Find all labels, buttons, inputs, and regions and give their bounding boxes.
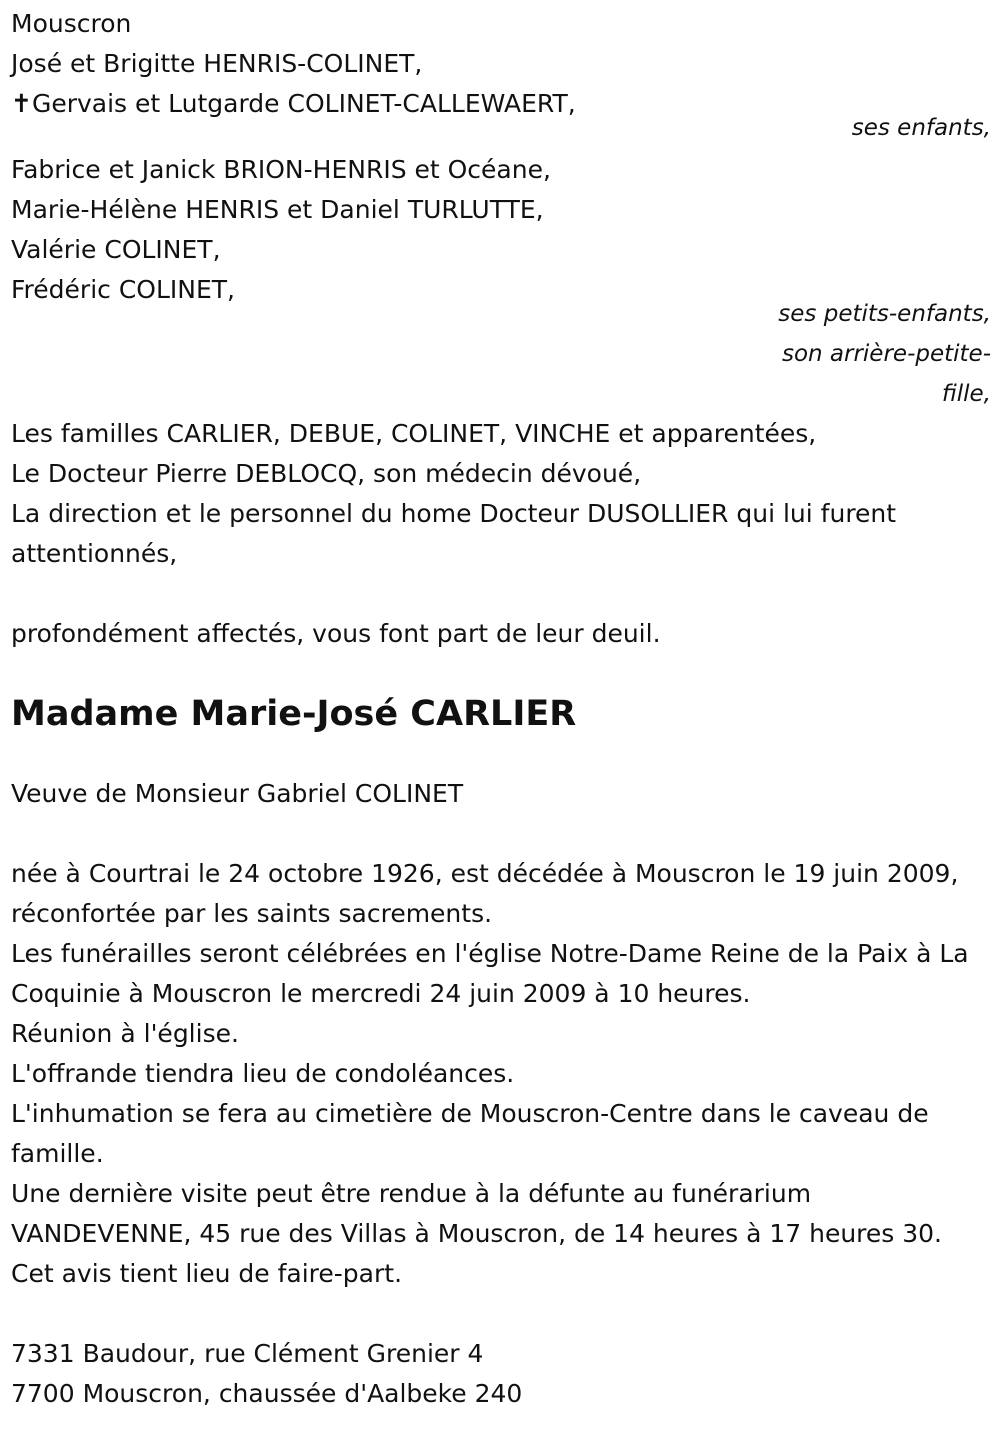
cross-icon: ✝ [11,89,32,118]
grandchildren-label: ses petits-enfants, [778,301,991,327]
detail-offering: L'offrande tiendra lieu de condoléances. [11,1059,515,1088]
widow-of: Veuve de Monsieur Gabriel COLINET [11,779,464,808]
child-line-2-text: Gervais et Lutgarde COLINET-CALLEWAERT, [31,89,576,118]
detail-visit: Une dernière visite peut être rendue à la défunte au funérarium VANDEVENNE, 45 rue des Villas à Mouscron, de 14 heures à 17 heures 30. [11,1179,943,1248]
great-grandchild-label-2: fille, [941,381,991,407]
grandchild-line-1: Fabrice et Janick BRION-HENRIS et Océane, [11,155,551,184]
detail-funeral: Les funérailles seront célébrées en l'église Notre-Dame Reine de la Paix à La Coquinie à Mouscron le mercredi 24 juin 2009 à 10 heures. [11,939,969,1008]
others-line-3: La direction et le personnel du home Docteur DUSOLLIER qui lui furent attentionnés, [11,499,897,568]
grandchild-line-3: Valérie COLINET, [11,235,221,264]
detail-notice: Cet avis tient lieu de faire-part. [11,1259,403,1288]
detail-birth-death: née à Courtrai le 24 octobre 1926, est décédée à Mouscron le 19 juin 2009, réconfortée par les saints sacrements. [11,859,959,928]
obituary-notice [11,0,991,1414]
grandchild-line-4: Frédéric COLINET, [11,275,235,304]
child-line-1: José et Brigitte HENRIS-COLINET, [11,49,423,78]
children-label: ses enfants, [851,115,991,141]
announcement: profondément affectés, vous font part de leur deuil. [11,619,661,648]
detail-burial: L'inhumation se fera au cimetière de Mouscron-Centre dans le caveau de famille. [11,1099,929,1168]
address-1: 7331 Baudour, rue Clément Grenier 4 [11,1339,484,1368]
others-line-2: Le Docteur Pierre DEBLOCQ, son médecin dévoué, [11,459,642,488]
others-line-1: Les familles CARLIER, DEBUE, COLINET, VINCHE et apparentées, [11,419,817,448]
deceased-name: Madame Marie-José CARLIER [11,694,577,734]
great-grandchild-label-1: son arrière-petite- [781,341,991,367]
detail-meeting: Réunion à l'église. [11,1019,239,1048]
grandchild-line-2: Marie-Hélène HENRIS et Daniel TURLUTTE, [11,195,544,224]
address-2: 7700 Mouscron, chaussée d'Aalbeke 240 [11,1379,523,1408]
city: Mouscron [11,9,132,38]
